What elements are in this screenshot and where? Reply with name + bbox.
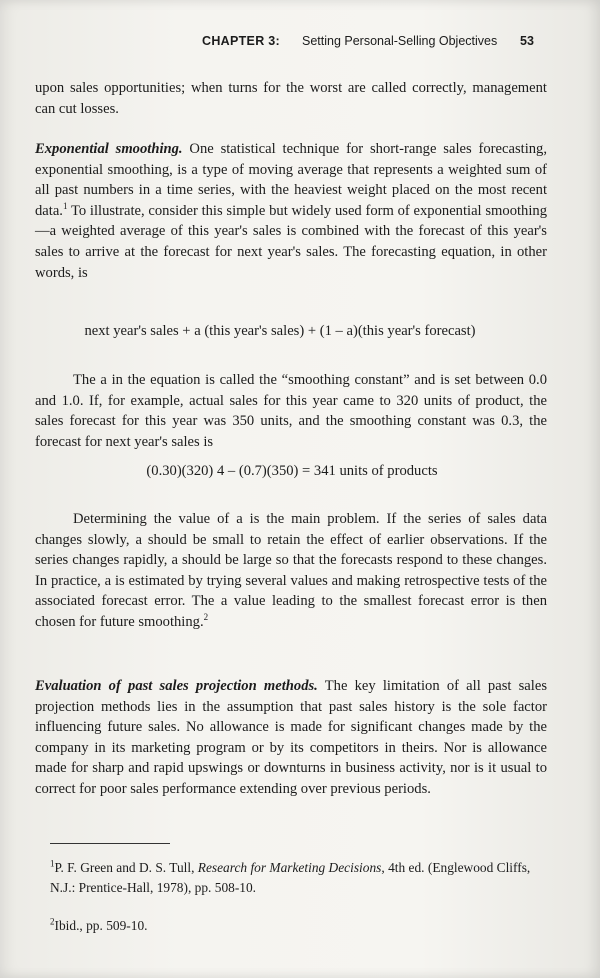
chapter-title: Setting Personal-Selling Objectives [302,34,498,48]
chapter-label: CHAPTER 3: [202,34,281,48]
footnote-number: 1 [50,858,55,869]
footnote-number: 2 [50,916,55,927]
paragraph-evaluation [35,676,547,800]
footnote-1 [50,858,550,898]
footnote-authors: P. F. Green and D. S. Tull, [54,860,198,875]
forecast-equation: next year's sales + a (this year's sales) + (1 – a)(this year's forecast) [84,323,476,339]
footnote-ref: 2 [203,612,209,623]
paragraph-smoothing-constant: The a in the equation is called the “smoothing constant” and is set between 0.0 and 1.0. If, for example, actual sales for this year came to 320 units of product, the sales forecast for this year was 350 units, and the smoothing constant was 0.3, the forecast for next year's sales is [35,372,547,450]
paragraph-text: To illustrate, consider this simple but widely used form of exponential smoothing—a weighted average of this year's sales is combined with the forecast of this year's sales to arrive at the forecast for next year's sales. The forecasting equation, in other words, is [35,202,547,281]
paragraph-text: One statistical technique for short-range sales forecasting, exponential smoothing, is a type of moving average that represents a weighted sum of all past numbers in a time series, with the heaviest weight placed on the most recent data. [35,141,547,219]
paragraph-text: The key limitation of all past sales projection methods lies in the assumption that past sales history is the sole factor influencing future sales. No allowance is made for significant changes made by the company in its marketing program or by its competitors in theirs. Nor is allowance made for sharp and rapid upswings or downturns in business activity, nor is it usual to correct for poor sales performance extending over previous periods. [35,678,547,797]
run-in-heading: Exponential smoothing. [35,141,183,157]
running-head [0,32,600,52]
page-number: 53 [520,34,534,48]
footnote-citation: , 4th ed. (Englewood Cliffs, N.J.: Prentice-Hall, 1978), pp. 508-10. [50,860,531,895]
paragraph-text: Determining the value of a is the main problem. If the series of sales data changes slowly, a should be small to retain the effect of earlier observations. If the series changes rapidly, a should be large so that the forecasts respond to these changes. In practice, a is estimated by trying several values and making retrospective tests of the associated forecast error. The a value leading to the smallest forecast error is then chosen for future smoothing. [35,511,547,630]
footnote-rule [50,843,170,844]
footnote-2 [50,916,550,936]
paragraph-determining-a [35,509,547,633]
run-in-heading: Evaluation of past sales projection methods. [35,678,318,694]
paragraph-exponential-smoothing [35,139,547,283]
footnote-citation: Ibid., pp. 509-10. [54,918,148,933]
footnote-book-title: Research for Marketing Decisions [197,860,382,875]
footnote-ref: 1 [62,200,68,211]
paragraph-continuation: upon sales opportunities; when turns for the worst are called correctly, management can cut losses. [35,80,547,117]
forecast-example-equation: (0.30)(320) 4 – (0.7)(350) = 341 units of products [146,463,438,479]
